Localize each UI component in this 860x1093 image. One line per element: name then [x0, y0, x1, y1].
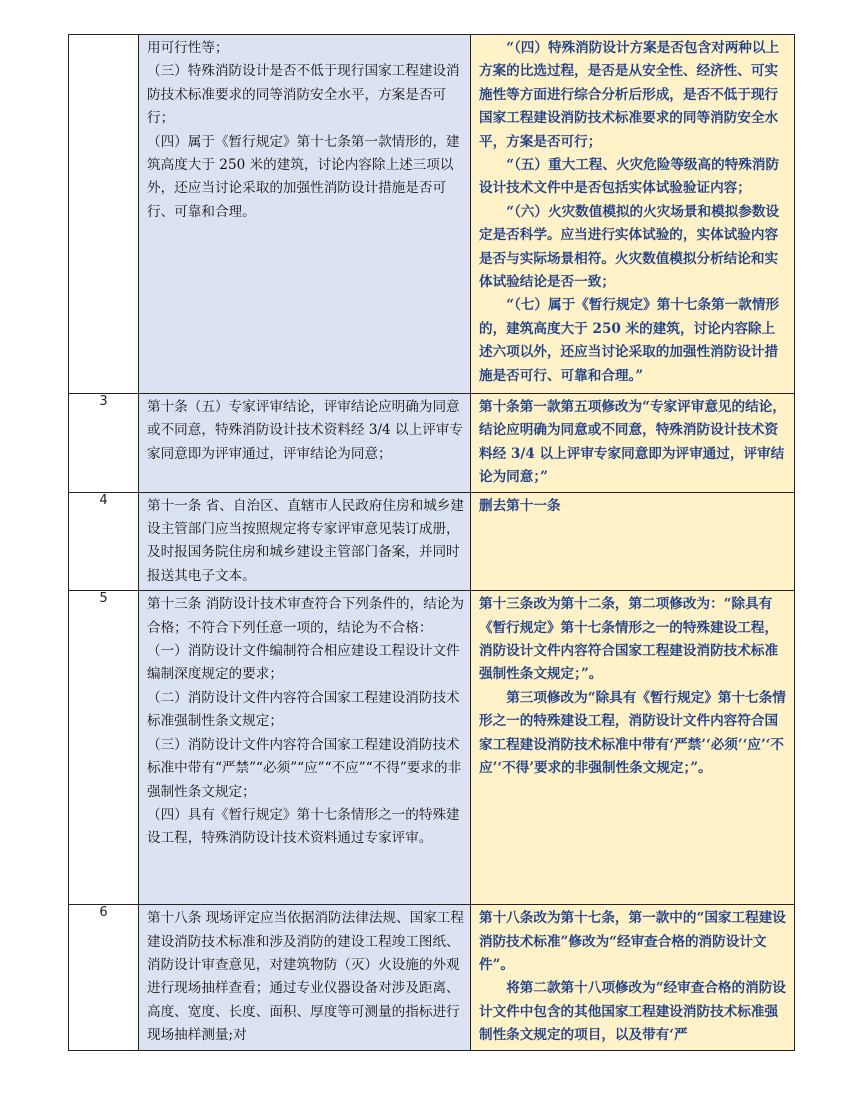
revised-paragraph: 第三项修改为“除具有《暂行规定》第十七条情形之一的特殊建设工程，消防设计文件内容符合国家工程建设消防技术标准中带有‘严禁’‘必须’‘应’‘不应’‘不得’要求的非强制性条文规定；”。 [479, 689, 786, 777]
original-paragraph: 第十条（五）专家评审结论，评审结论应明确为同意或不同意，特殊消防设计技术资料经 3/4 以上评审专家同意即为评审通过，评审结论为同意； [147, 399, 463, 462]
original-text-cell [139, 35, 471, 394]
revised-text-cell [471, 394, 795, 493]
revision-table [68, 34, 795, 1051]
revised-paragraph: 删去第十一条 [479, 497, 561, 514]
original-text-cell [139, 492, 471, 591]
original-text-cell [139, 591, 471, 905]
original-text-cell [139, 394, 471, 493]
original-paragraph: （三）特殊消防设计是否不低于现行国家工程建设消防技术标准要求的同等消防安全水平，方案是否可行； [147, 63, 460, 127]
revised-paragraph: “（四）特殊消防设计方案是否包含对两种以上方案的比选过程，是否是从安全性、经济性、可实施性等方面进行综合分析后形成，是否不低于现行国家工程建设消防技术标准要求的同等消防安全水平，方案是否可行； [479, 40, 780, 150]
revised-paragraph: 第十八条改为第十七条，第一款中的“国家工程建设消防技术标准”修改为“经审查合格的消防设计文件”。 [479, 910, 786, 974]
revised-paragraph: “（五）重大工程、火灾危险等级高的特殊消防设计技术文件中是否包括实体试验验证内容； [479, 157, 780, 197]
original-paragraph: 用可行性等； [147, 40, 229, 56]
revised-paragraph: “（七）属于《暂行规定》第十七条第一款情形的，建筑高度大于 250 米的建筑，讨论内容除上述六项以外，还应当讨论采取的加强性消防设计措施是否可行、可靠和合理。” [479, 297, 780, 384]
original-paragraph: （四）具有《暂行规定》第十七条情形之一的特殊建设工程，特殊消防设计技术资料通过专家评审。 [147, 806, 460, 847]
table-row [69, 35, 795, 394]
table-row [69, 905, 795, 1050]
revised-paragraph: 第十三条改为第十二条，第二项修改为：“除具有《暂行规定》第十七条情形之一的特殊建设工程，消防设计文件内容符合国家工程建设消防技术标准强制性条文规定；”。 [479, 596, 779, 683]
row-number: 5 [69, 591, 139, 905]
table-row [69, 394, 795, 493]
revised-paragraph: 将第二款第十八项修改为“经审查合格的消防设计文件中包含的其他国家工程建设消防技术标准强制性条文规定的项目，以及带有‘严 [479, 980, 786, 1044]
revised-text-cell [471, 905, 795, 1050]
original-text-cell [139, 905, 471, 1050]
row-number [69, 35, 139, 394]
original-paragraph: （四）属于《暂行规定》第十七条第一款情形的，建筑高度大于 250 米的建筑，讨论内容除上述三项以外，还应当讨论采取的加强性消防设计措施是否可行、可靠和合理。 [147, 133, 460, 220]
revised-text-cell [471, 35, 795, 394]
row-number: 4 [69, 492, 139, 591]
table-row [69, 591, 795, 905]
revised-text-cell [471, 591, 795, 905]
row-number: 3 [69, 394, 139, 493]
row-number: 6 [69, 905, 139, 1050]
original-paragraph: （一）消防设计文件编制符合相应建设工程设计文件编制深度规定的要求； [147, 643, 460, 683]
original-paragraph: 第十八条 现场评定应当依据消防法律法规、国家工程建设消防技术标准和涉及消防的建设工程竣工图纸、消防设计审查意见，对建筑物防（灭）火设施的外观进行现场抽样查看；通过专业仪器设备对涉及距离、高度、宽度、长度、面积、厚度等可测量的指标进行现场抽样测量;对 [147, 910, 464, 1044]
original-paragraph: （二）消防设计文件内容符合国家工程建设消防技术标准强制性条文规定； [147, 689, 460, 730]
original-paragraph: 第十一条 省、自治区、直辖市人民政府住房和城乡建设主管部门应当按照规定将专家评审意见装订成册，及时报国务院住房和城乡建设主管部门备案，并同时报送其电子文本。 [147, 497, 464, 584]
original-paragraph: （三）消防设计文件内容符合国家工程建设消防技术标准中带有“严禁”“必须”“应”“不应”“不得”要求的非强制性条文规定； [147, 736, 462, 800]
original-paragraph: 第十三条 消防设计技术审查符合下列条件的，结论为合格；不符合下列任意一项的，结论为不合格： [147, 596, 464, 636]
revised-text-cell [471, 492, 795, 591]
revised-paragraph: 第十条第一款第五项修改为“专家评审意见的结论，结论应明确为同意或不同意，特殊消防设计技术资料经 3/4 以上评审专家同意即为评审通过，评审结论为同意；” [479, 399, 786, 486]
table-row [69, 492, 795, 591]
revised-paragraph: “（六）火灾数值模拟的火灾场景和模拟参数设定是否科学。应当进行实体试验的，实体试验内容是否与实际场景相符。火灾数值模拟分析结论和实体试验结论是否一致； [479, 203, 780, 291]
